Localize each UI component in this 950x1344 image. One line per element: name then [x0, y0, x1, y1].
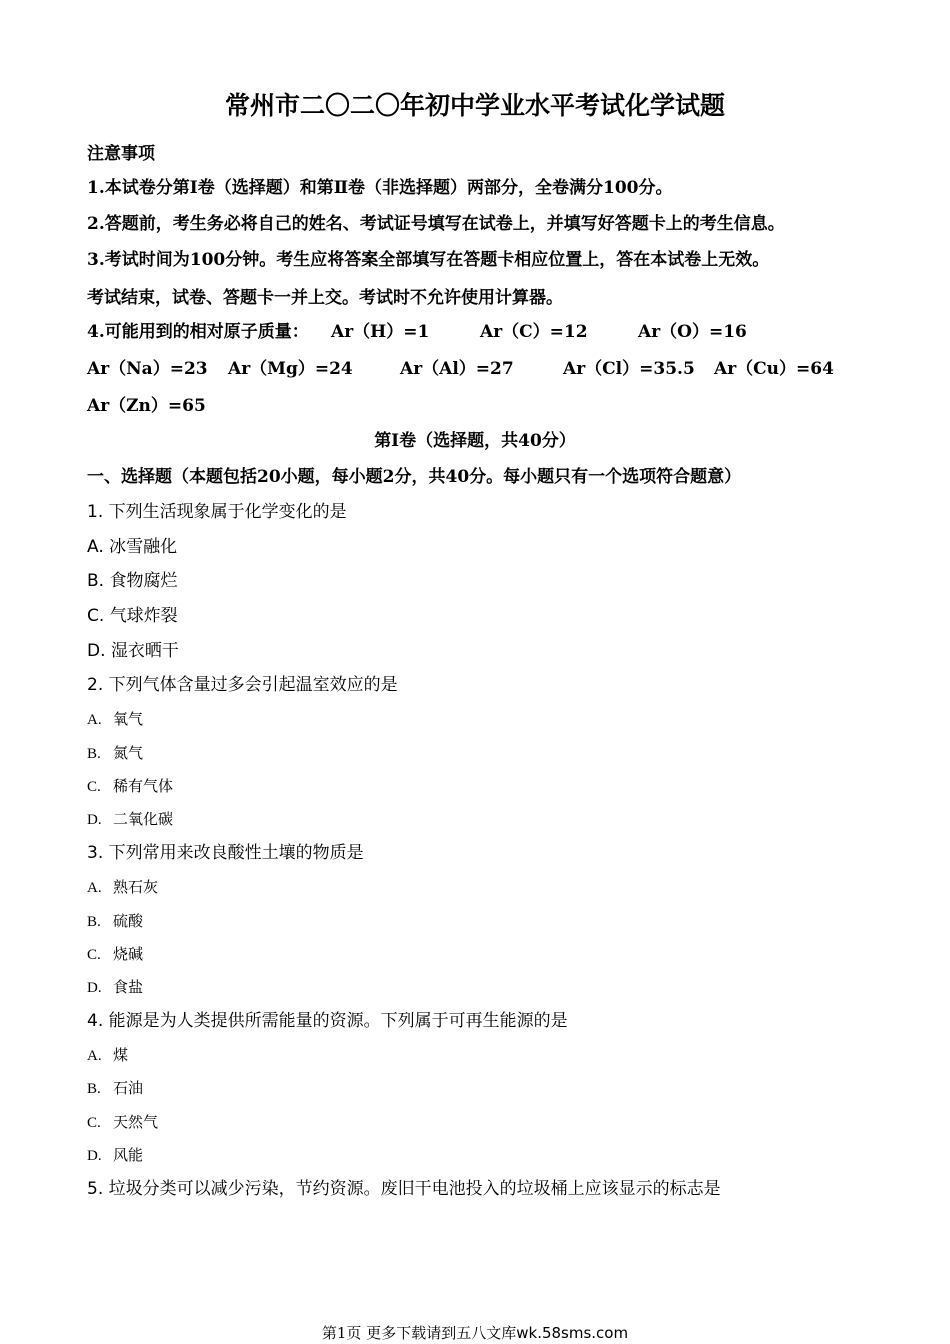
question-1-option-d [87, 639, 179, 663]
option-letter: A. [87, 1048, 102, 1064]
option-letter: A. [87, 712, 102, 728]
question-number: 4. [87, 1011, 104, 1031]
option-text: 硫酸 [113, 912, 144, 930]
question-4-option-d [87, 1143, 143, 1168]
notice-item-3-continued: 考试结束，试卷、答题卡一并上交。考试时不允许使用计算器。 [87, 288, 563, 308]
question-text: 能源是为人类提供所需能量的资源。下列属于可再生能源的是 [108, 1011, 568, 1031]
notice-item-4-label: 4.可能用到的相对原子质量： [87, 322, 309, 342]
atomic-mass-o: Ar（O）=16 [638, 322, 747, 342]
atomic-mass-mg: Ar（Mg）=24 [228, 359, 353, 379]
question-5 [87, 1177, 721, 1201]
atomic-mass-cu: Ar（Cu）=64 [714, 359, 834, 379]
option-letter: D. [87, 812, 102, 828]
option-text: 二氧化碳 [113, 810, 174, 828]
question-number: 3. [87, 843, 104, 863]
question-2-option-c [87, 774, 173, 799]
question-1-option-a [87, 535, 177, 559]
question-2-option-b [87, 741, 143, 766]
notice-item-1: 1.本试卷分第Ⅰ卷（选择题）和第Ⅱ卷（非选择题）两部分，全卷满分100分。 [87, 178, 673, 198]
atomic-mass-cl: Ar（Cl）=35.5 [563, 359, 695, 379]
option-text: 稀有气体 [113, 777, 174, 795]
option-text: 煤 [113, 1046, 129, 1064]
option-letter: D. [87, 980, 102, 996]
question-3-option-c [87, 942, 143, 967]
part-title: 一、选择题（本题包括20小题，每小题2分，共40分。每小题只有一个选项符合题意） [87, 467, 742, 487]
option-text: 氧气 [113, 710, 144, 728]
question-text: 垃圾分类可以减少污染，节约资源。废旧干电池投入的垃圾桶上应该显示的标志是 [108, 1179, 721, 1199]
option-letter: C. [87, 779, 101, 795]
option-letter: A. [87, 880, 102, 896]
question-text: 下列生活现象属于化学变化的是 [108, 502, 347, 522]
option-text: 食盐 [113, 978, 144, 996]
question-1 [87, 500, 347, 524]
question-3 [87, 841, 364, 865]
page-footer [0, 1322, 950, 1343]
question-number: 1. [87, 502, 104, 522]
option-text: 熟石灰 [113, 878, 159, 896]
atomic-mass-c: Ar（C）=12 [480, 322, 588, 342]
question-2-option-d [87, 807, 173, 832]
question-text: 下列常用来改良酸性土壤的物质是 [108, 843, 364, 863]
footer-promo: 更多下载请到五八文库 [366, 1324, 517, 1342]
question-number: 5. [87, 1179, 104, 1199]
question-number: 2. [87, 675, 104, 695]
question-3-option-a [87, 875, 158, 900]
option-letter: D. [87, 641, 106, 661]
option-letter: B. [87, 571, 105, 591]
option-text: 气球炸裂 [109, 606, 178, 626]
atomic-mass-al: Ar（Al）=27 [400, 359, 514, 379]
option-letter: B. [87, 1081, 101, 1097]
option-text: 石油 [113, 1079, 144, 1097]
notice-heading: 注意事项 [87, 144, 155, 164]
page-title: 常州市二〇二〇年初中学业水平考试化学试题 [224, 91, 725, 120]
section-title: 第Ⅰ卷（选择题，共40分） [374, 431, 576, 451]
option-text: 烧碱 [113, 945, 144, 963]
page-number: 第1页 [321, 1324, 362, 1342]
option-text: 风能 [113, 1146, 144, 1164]
question-4 [87, 1009, 568, 1033]
question-4-option-a [87, 1043, 128, 1068]
question-1-option-b [87, 569, 177, 593]
option-letter: D. [87, 1148, 102, 1164]
notice-item-3: 3.考试时间为100分钟。考生应将答案全部填写在答题卡相应位置上，答在本试卷上无效。 [87, 250, 770, 270]
option-letter: C. [87, 606, 105, 626]
option-letter: A. [87, 537, 104, 557]
notice-item-2: 2.答题前，考生务必将自己的姓名、考试证号填写在试卷上，并填写好答题卡上的考生信息。 [87, 214, 785, 234]
option-text: 食物腐烂 [109, 571, 178, 591]
question-4-option-c [87, 1110, 158, 1135]
option-text: 冰雪融化 [109, 537, 178, 557]
option-text: 天然气 [113, 1113, 159, 1131]
atomic-mass-zn: Ar（Zn）=65 [87, 396, 206, 416]
footer-site-link[interactable]: wk.58sms.com [516, 1324, 629, 1342]
question-2-option-a [87, 707, 143, 732]
option-letter: B. [87, 746, 101, 762]
option-text: 湿衣晒干 [110, 641, 179, 661]
question-text: 下列气体含量过多会引起温室效应的是 [108, 675, 398, 695]
atomic-mass-h: Ar（H）=1 [331, 322, 430, 342]
question-3-option-d [87, 975, 143, 1000]
question-2 [87, 673, 398, 697]
question-1-option-c [87, 604, 178, 628]
option-letter: C. [87, 1115, 101, 1131]
atomic-mass-na: Ar（Na）=23 [87, 359, 208, 379]
question-4-option-b [87, 1076, 143, 1101]
option-text: 氮气 [113, 744, 144, 762]
option-letter: C. [87, 947, 101, 963]
option-letter: B. [87, 914, 101, 930]
question-3-option-b [87, 909, 143, 934]
